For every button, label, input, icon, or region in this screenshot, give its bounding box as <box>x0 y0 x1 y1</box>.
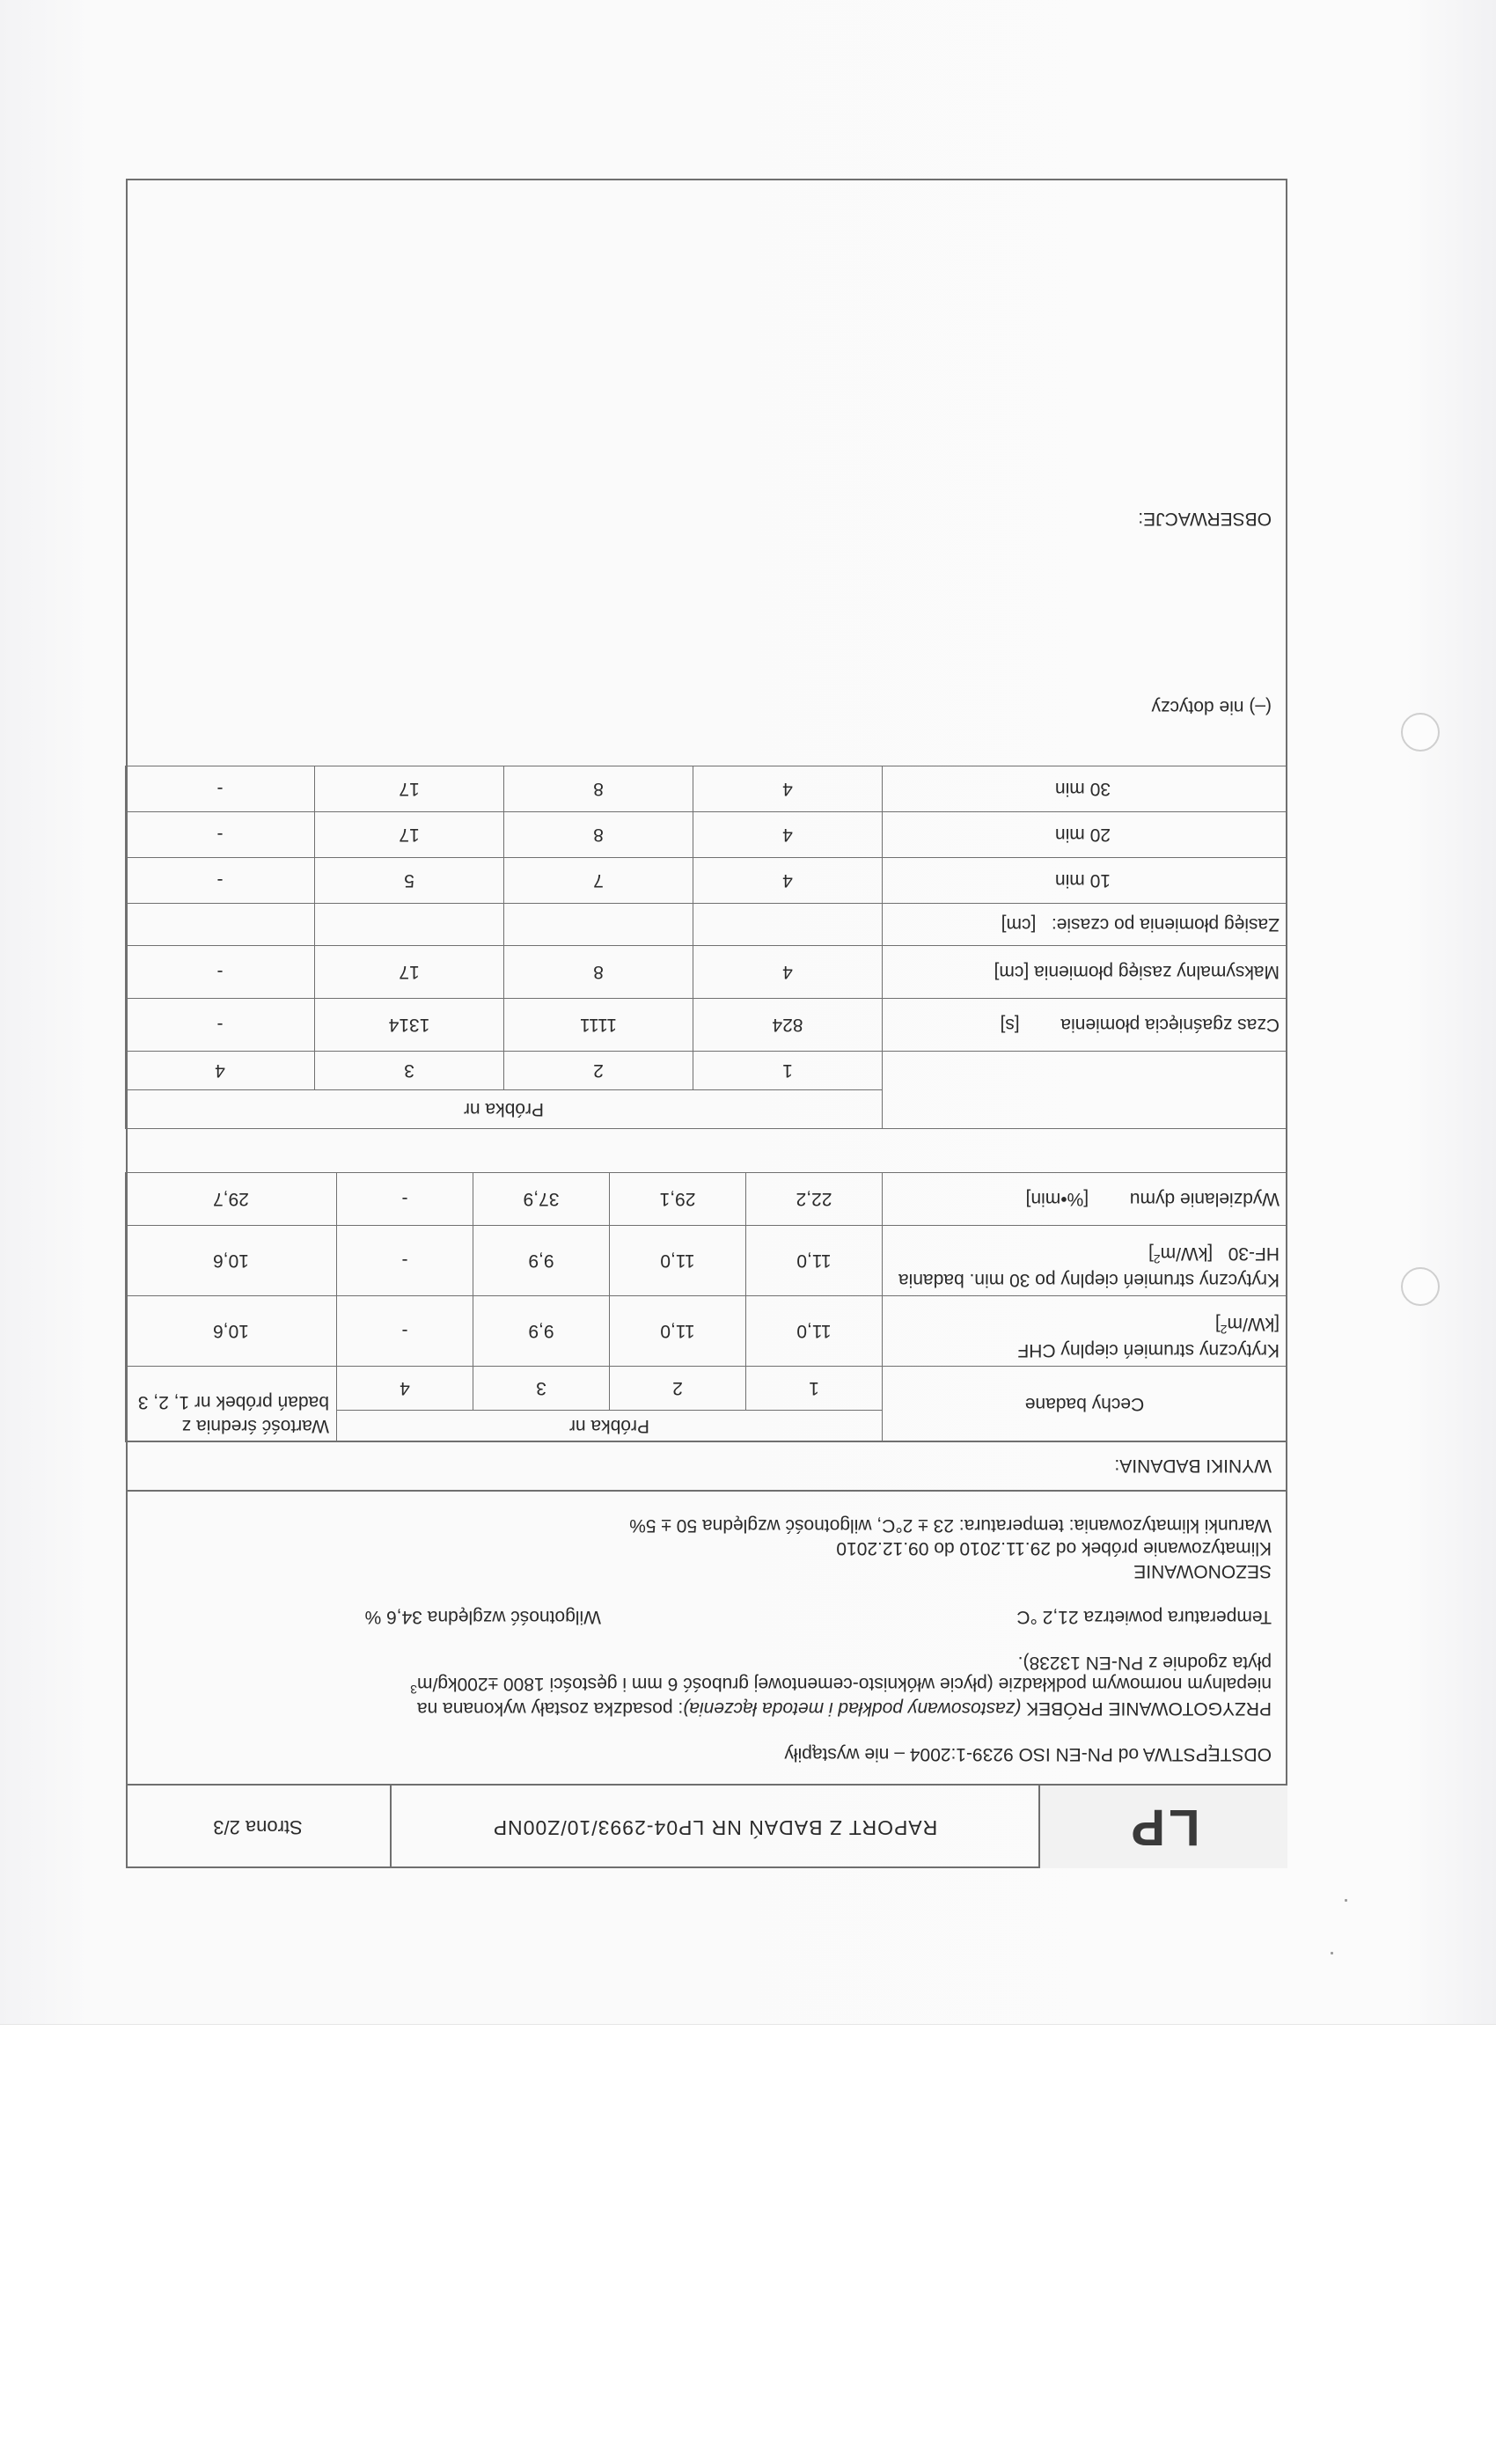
table-row <box>125 1172 1287 1225</box>
footnote: (–) nie dotyczy <box>1151 697 1272 717</box>
table-cell: 4 <box>693 946 883 999</box>
table-cell: 17 <box>315 766 504 812</box>
table-cell: - <box>336 1225 473 1295</box>
col-sample-header: Próbka nr <box>125 1090 882 1129</box>
row-unit-end: ] <box>1214 1314 1221 1335</box>
table-cell: 8 <box>504 812 693 858</box>
row-unit: [s] <box>1000 1015 1020 1036</box>
table-cell: - <box>125 858 314 904</box>
superscript: 3 <box>410 1683 418 1697</box>
preparation-line-1 <box>417 1697 1272 1720</box>
table-row <box>125 904 1287 946</box>
table-row <box>125 858 1287 904</box>
col-sample-header: Próbka nr <box>336 1410 882 1441</box>
table-cell: 11,0 <box>746 1225 883 1295</box>
seasoning-title: SEZONOWANIE <box>1133 1561 1272 1581</box>
superscript: 2 <box>1153 1252 1161 1267</box>
punch-hole <box>1401 1267 1440 1306</box>
air-temperature: Temperatura powietrza 21,2 °C <box>1016 1607 1272 1627</box>
table-row <box>125 999 1287 1052</box>
page-number: Strona 2/3 <box>213 1816 303 1839</box>
seasoning-dates: Klimatyzowanie próbek od 29.11.2010 do 09.12.2010 <box>836 1538 1272 1558</box>
table-cell: 22,2 <box>746 1172 883 1225</box>
preparation-heading: PRZYGOTOWANIE PRÓBEK <box>1021 1698 1272 1719</box>
table-cell: 29,1 <box>610 1172 746 1225</box>
sample-number: 1 <box>693 1052 883 1090</box>
spread-label: Zasięg płomienia po czasie: <box>1051 914 1280 935</box>
table-row <box>125 1225 1287 1295</box>
row-label-text: Krytyczny strumień cieplny po 30 min. badania HF-30 <box>898 1243 1280 1290</box>
punch-hole <box>1401 713 1440 752</box>
table-cell: 1111 <box>504 999 693 1052</box>
header-blank <box>883 1052 1287 1129</box>
table-cell: 8 <box>504 946 693 999</box>
table-cell: 9,9 <box>473 1295 610 1366</box>
preparation-line-3: płyta zgodnie z PN-EN 13238). <box>1017 1653 1272 1673</box>
preparation-italic: (zastosowany podkład i metoda łączenia) <box>683 1698 1022 1719</box>
table-row <box>125 812 1287 858</box>
scan-speck <box>1331 1952 1333 1954</box>
average-cell: 29,7 <box>125 1172 336 1225</box>
report-title: RAPORT Z BADAŃ NR LP04-2993/10/Z00NP <box>390 1786 1038 1868</box>
results-title: WYNIKI BADANIA: <box>1114 1456 1272 1476</box>
table-row <box>125 1295 1287 1366</box>
seasoning-conditions: Warunki klimatyzowania: temperatura: 23 ± 2°C, wilgotność względna 50 ± 5% <box>629 1515 1272 1536</box>
results-table-2 <box>125 766 1287 1129</box>
table-cell: 17 <box>315 812 504 858</box>
time-label: 10 min <box>883 858 1287 904</box>
row-unit-end: ] <box>1148 1243 1154 1265</box>
table-cell: 7 <box>504 858 693 904</box>
row-label-text: Maksymalny zasięg płomienia <box>1034 962 1280 983</box>
table-cell: - <box>125 946 314 999</box>
spread-header <box>883 904 1287 946</box>
relative-humidity: Wilgotność względna 34,6 % <box>364 1607 601 1627</box>
row-unit: [cm] <box>1001 914 1037 935</box>
sample-number: 2 <box>610 1366 746 1410</box>
deviations-text: ODSTĘPSTWA od PN-EN ISO 9239-1:2004 – nie wystąpiły <box>784 1744 1272 1764</box>
row-label <box>883 999 1287 1052</box>
row-label <box>883 1295 1287 1366</box>
sample-number: 1 <box>746 1366 883 1410</box>
observations-title: OBSERWACJE: <box>1138 509 1272 529</box>
table-cell <box>315 904 504 946</box>
sample-number: 2 <box>504 1052 693 1090</box>
time-label: 20 min <box>883 812 1287 858</box>
scan-speck <box>1345 1899 1347 1902</box>
table-cell: 11,0 <box>610 1295 746 1366</box>
table-row <box>125 766 1287 812</box>
average-cell: 10,6 <box>125 1225 336 1295</box>
row-label <box>883 946 1287 999</box>
table-cell: - <box>125 999 314 1052</box>
row-label-text: Wydzielanie dymu <box>1129 1188 1280 1209</box>
row-unit: [%•min] <box>1025 1188 1089 1209</box>
sample-number: 3 <box>315 1052 504 1090</box>
table-cell: 4 <box>693 858 883 904</box>
table-cell: 37,9 <box>473 1172 610 1225</box>
table-cell: 4 <box>693 766 883 812</box>
row-label-text: Krytyczny strumień cieplny CHF <box>1017 1339 1280 1360</box>
average-cell: 10,6 <box>125 1295 336 1366</box>
sample-number: 4 <box>336 1366 473 1410</box>
time-label: 30 min <box>883 766 1287 812</box>
row-label <box>883 1172 1287 1225</box>
table-cell: - <box>125 812 314 858</box>
table-cell: - <box>336 1295 473 1366</box>
divider <box>126 1490 1287 1492</box>
sample-number: 3 <box>473 1366 610 1410</box>
preparation-line-2 <box>410 1672 1272 1698</box>
table-cell: 11,0 <box>610 1225 746 1295</box>
row-unit: [cm] <box>994 962 1030 983</box>
table-row <box>125 946 1287 999</box>
table-header-row <box>125 1090 1287 1129</box>
table-cell: 4 <box>693 812 883 858</box>
table-cell: 17 <box>315 946 504 999</box>
sample-number: 4 <box>125 1052 314 1090</box>
row-label-text: Czas zgaśnięcia płomienia <box>1060 1015 1280 1036</box>
row-label <box>883 1225 1287 1295</box>
lp-logo: LP <box>1038 1786 1287 1868</box>
table-cell <box>504 904 693 946</box>
superscript: 2 <box>1220 1323 1228 1338</box>
row-unit: [kW/m <box>1160 1243 1214 1265</box>
table-cell: - <box>125 766 314 812</box>
table-cell: 824 <box>693 999 883 1052</box>
table-cell: 8 <box>504 766 693 812</box>
report-page-rotated <box>126 179 1287 1868</box>
table-cell: 1314 <box>315 999 504 1052</box>
row-unit: [kW/m <box>1227 1314 1280 1335</box>
table-header-row <box>125 1410 1287 1441</box>
preparation-tail: : posadzka zostały wykonana na <box>416 1698 684 1719</box>
table-cell: 5 <box>315 858 504 904</box>
results-table-1 <box>125 1172 1287 1442</box>
table-cell <box>125 904 314 946</box>
table-cell: 11,0 <box>746 1295 883 1366</box>
preparation-substrate: niepalnym normowym podkładzie (płycie włóknisto-cementowej grubość 6 mm i gęstości 1800 ±200kg/m <box>417 1674 1272 1694</box>
report-header <box>126 1784 1287 1868</box>
table-cell <box>693 904 883 946</box>
table-cell: - <box>336 1172 473 1225</box>
col-average-header: Wartość średnia z badań próbek nr 1, 2, 3 <box>125 1366 336 1441</box>
col-feature-header: Cechy badane <box>883 1366 1287 1441</box>
table-cell: 9,9 <box>473 1225 610 1295</box>
